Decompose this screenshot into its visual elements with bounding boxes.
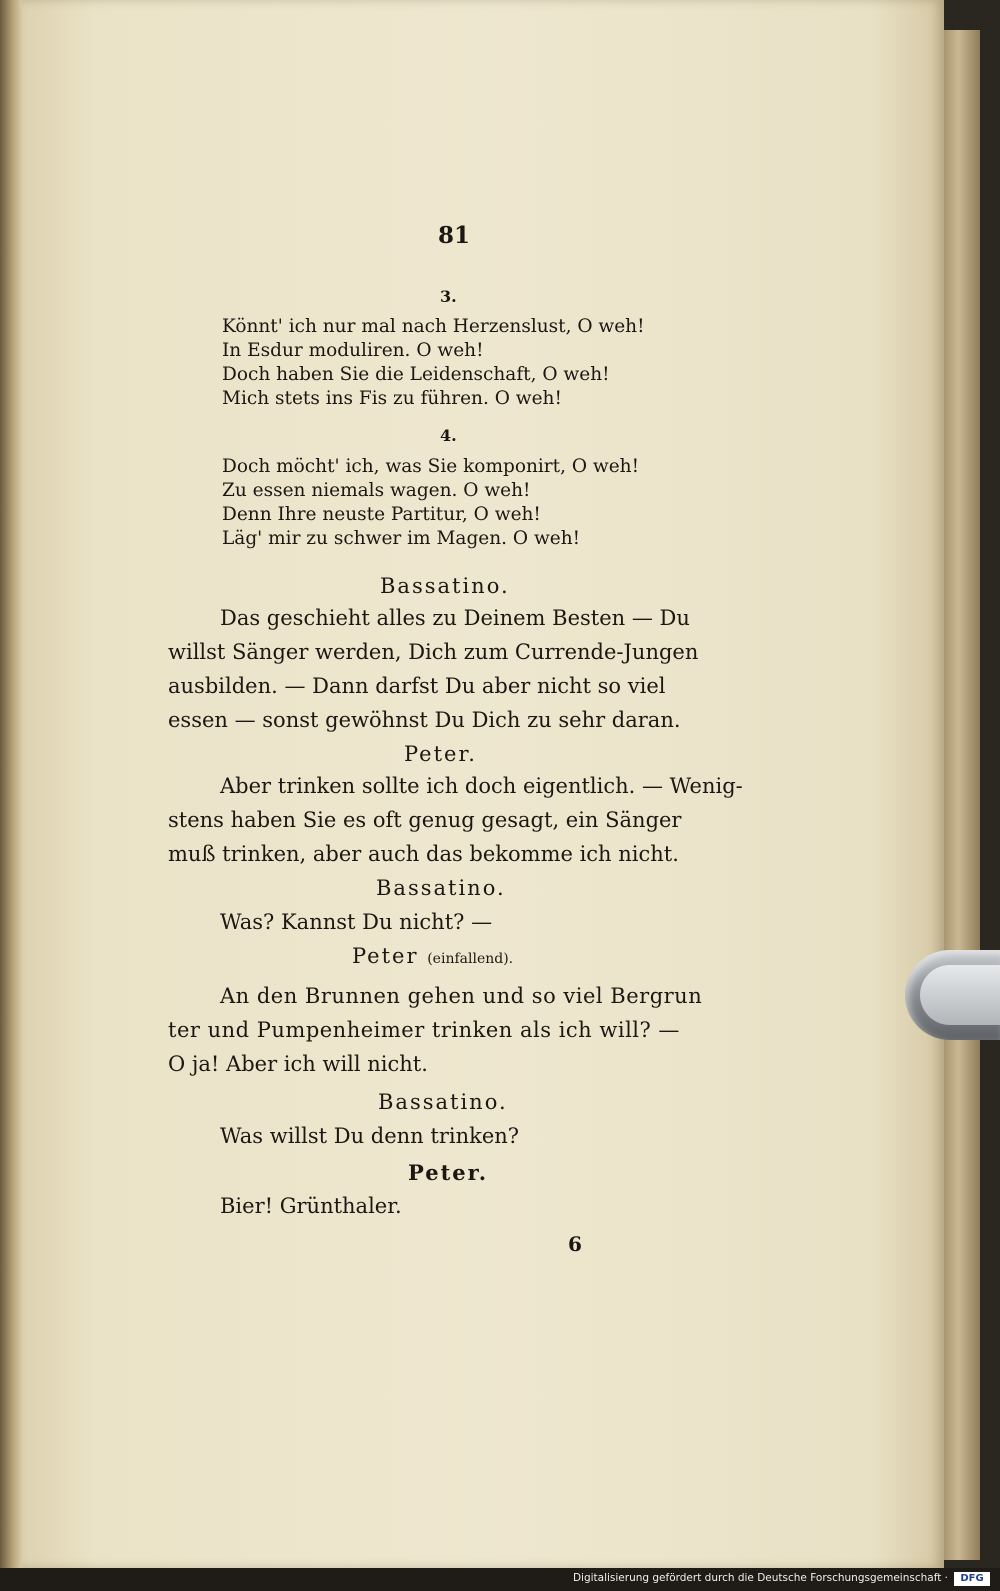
stanza-3-line-2: In Esdur moduliren. O weh!	[222, 340, 484, 361]
stanza-4-line-2: Zu essen niemals wagen. O weh!	[222, 480, 531, 501]
dialogue-line: ter und Pumpenheimer trinken als ich will? —	[168, 1018, 680, 1042]
stanza-3-number: 3.	[440, 287, 457, 306]
speaker-name	[352, 944, 513, 968]
dfg-logo[interactable]: DFG	[954, 1572, 990, 1586]
speaker-name: Bassatino.	[378, 1090, 508, 1114]
dialogue-line: O ja! Aber ich will nicht.	[168, 1052, 428, 1076]
speaker-name: Peter.	[408, 1160, 489, 1185]
speaker-name: Bassatino.	[376, 876, 506, 900]
page-number: 81	[438, 222, 471, 249]
stanza-3-line-3: Doch haben Sie die Leidenschaft, O weh!	[222, 364, 610, 385]
stanza-4-number: 4.	[440, 426, 457, 445]
speaker-label: Peter	[352, 944, 419, 968]
stanza-4-line-4: Läg' mir zu schwer im Magen. O weh!	[222, 528, 581, 549]
dialogue-line: willst Sänger werden, Dich zum Currende-Jungen	[168, 640, 699, 664]
dialogue-line: An den Brunnen gehen und so viel Bergrun	[220, 984, 703, 1008]
speaker-name: Bassatino.	[380, 574, 510, 598]
dialogue-line: Bier! Grünthaler.	[220, 1194, 402, 1218]
dialogue-line: essen — sonst gewöhnst Du Dich zu sehr daran.	[168, 708, 681, 732]
funding-credit: Digitalisierung gefördert durch die Deutsche Forschungsgemeinschaft ·	[572, 1572, 948, 1584]
stanza-4-line-3: Denn Ihre neuste Partitur, O weh!	[222, 504, 541, 525]
stanza-3-line-1: Könnt' ich nur mal nach Herzenslust, O weh!	[222, 316, 645, 337]
speaker-name: Peter.	[404, 742, 477, 766]
dialogue-line: Das geschieht alles zu Deinem Besten — Du	[220, 606, 690, 630]
stage-direction: (einfallend).	[427, 951, 514, 967]
signature-mark: 6	[568, 1232, 582, 1256]
book-left-edge	[0, 0, 22, 1591]
book-page-edge	[944, 30, 980, 1560]
stanza-4-line-1: Doch möcht' ich, was Sie komponirt, O weh!	[222, 456, 640, 477]
dialogue-line: muß trinken, aber auch das bekomme ich nicht.	[168, 842, 679, 866]
dialogue-line: ausbilden. — Dann darfst Du aber nicht so viel	[168, 674, 666, 698]
footer-bar	[0, 1568, 1000, 1591]
dialogue-line: Aber trinken sollte ich doch eigentlich. — Wenig-	[220, 774, 743, 798]
dialogue-line: Was willst Du denn trinken?	[220, 1124, 520, 1148]
page-clip-inner	[920, 965, 1000, 1025]
stanza-3-line-4: Mich stets ins Fis zu führen. O weh!	[222, 388, 562, 409]
dialogue-line: stens haben Sie es oft genug gesagt, ein Sänger	[168, 808, 682, 832]
dialogue-line: Was? Kannst Du nicht? —	[220, 910, 493, 934]
